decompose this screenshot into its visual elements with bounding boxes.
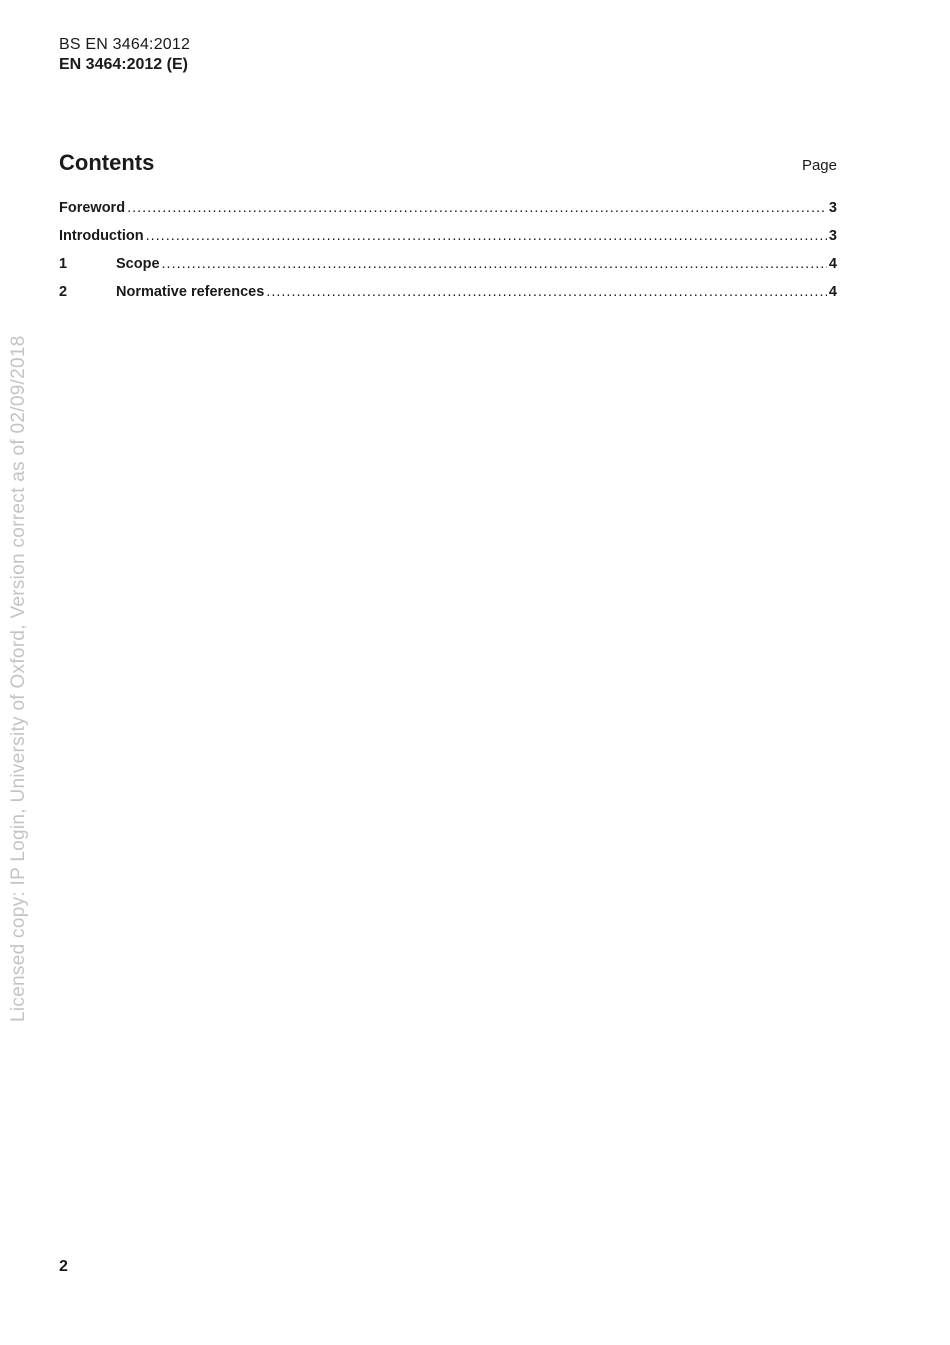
toc-entry-page: 3 — [828, 200, 837, 216]
toc-leader-dots — [266, 284, 827, 300]
toc-entry-title: Foreword — [59, 200, 126, 216]
en-standard-number: EN 3464:2012 (E) — [59, 56, 188, 73]
document-header — [59, 35, 190, 75]
toc-leader-dots — [127, 200, 827, 216]
toc-entry-scope[interactable] — [59, 256, 837, 284]
toc-entry-introduction[interactable] — [59, 228, 837, 256]
toc-leader-dots — [162, 256, 827, 272]
toc-entry-number: 1 — [59, 256, 68, 272]
table-of-contents — [59, 200, 837, 312]
page-number: 2 — [59, 1258, 68, 1275]
toc-entry-number: 2 — [59, 284, 68, 300]
toc-entry-title: Normative references — [116, 284, 265, 300]
toc-entry-page: 4 — [828, 284, 837, 300]
license-watermark: Licensed copy: IP Login, University of Oxford, Version correct as of 02/09/2018 — [8, 335, 29, 1022]
toc-entry-title: Scope — [116, 256, 160, 272]
toc-entry-title: Introduction — [59, 228, 144, 244]
toc-entry-normative-references[interactable] — [59, 284, 837, 312]
toc-entry-page: 3 — [828, 228, 837, 244]
toc-leader-dots — [146, 228, 827, 244]
bs-standard-number: BS EN 3464:2012 — [59, 36, 191, 53]
toc-entry-page: 4 — [828, 256, 837, 272]
page-column-label: Page — [801, 157, 837, 174]
toc-entry-foreword[interactable] — [59, 200, 837, 228]
contents-title: Contents — [59, 150, 155, 175]
